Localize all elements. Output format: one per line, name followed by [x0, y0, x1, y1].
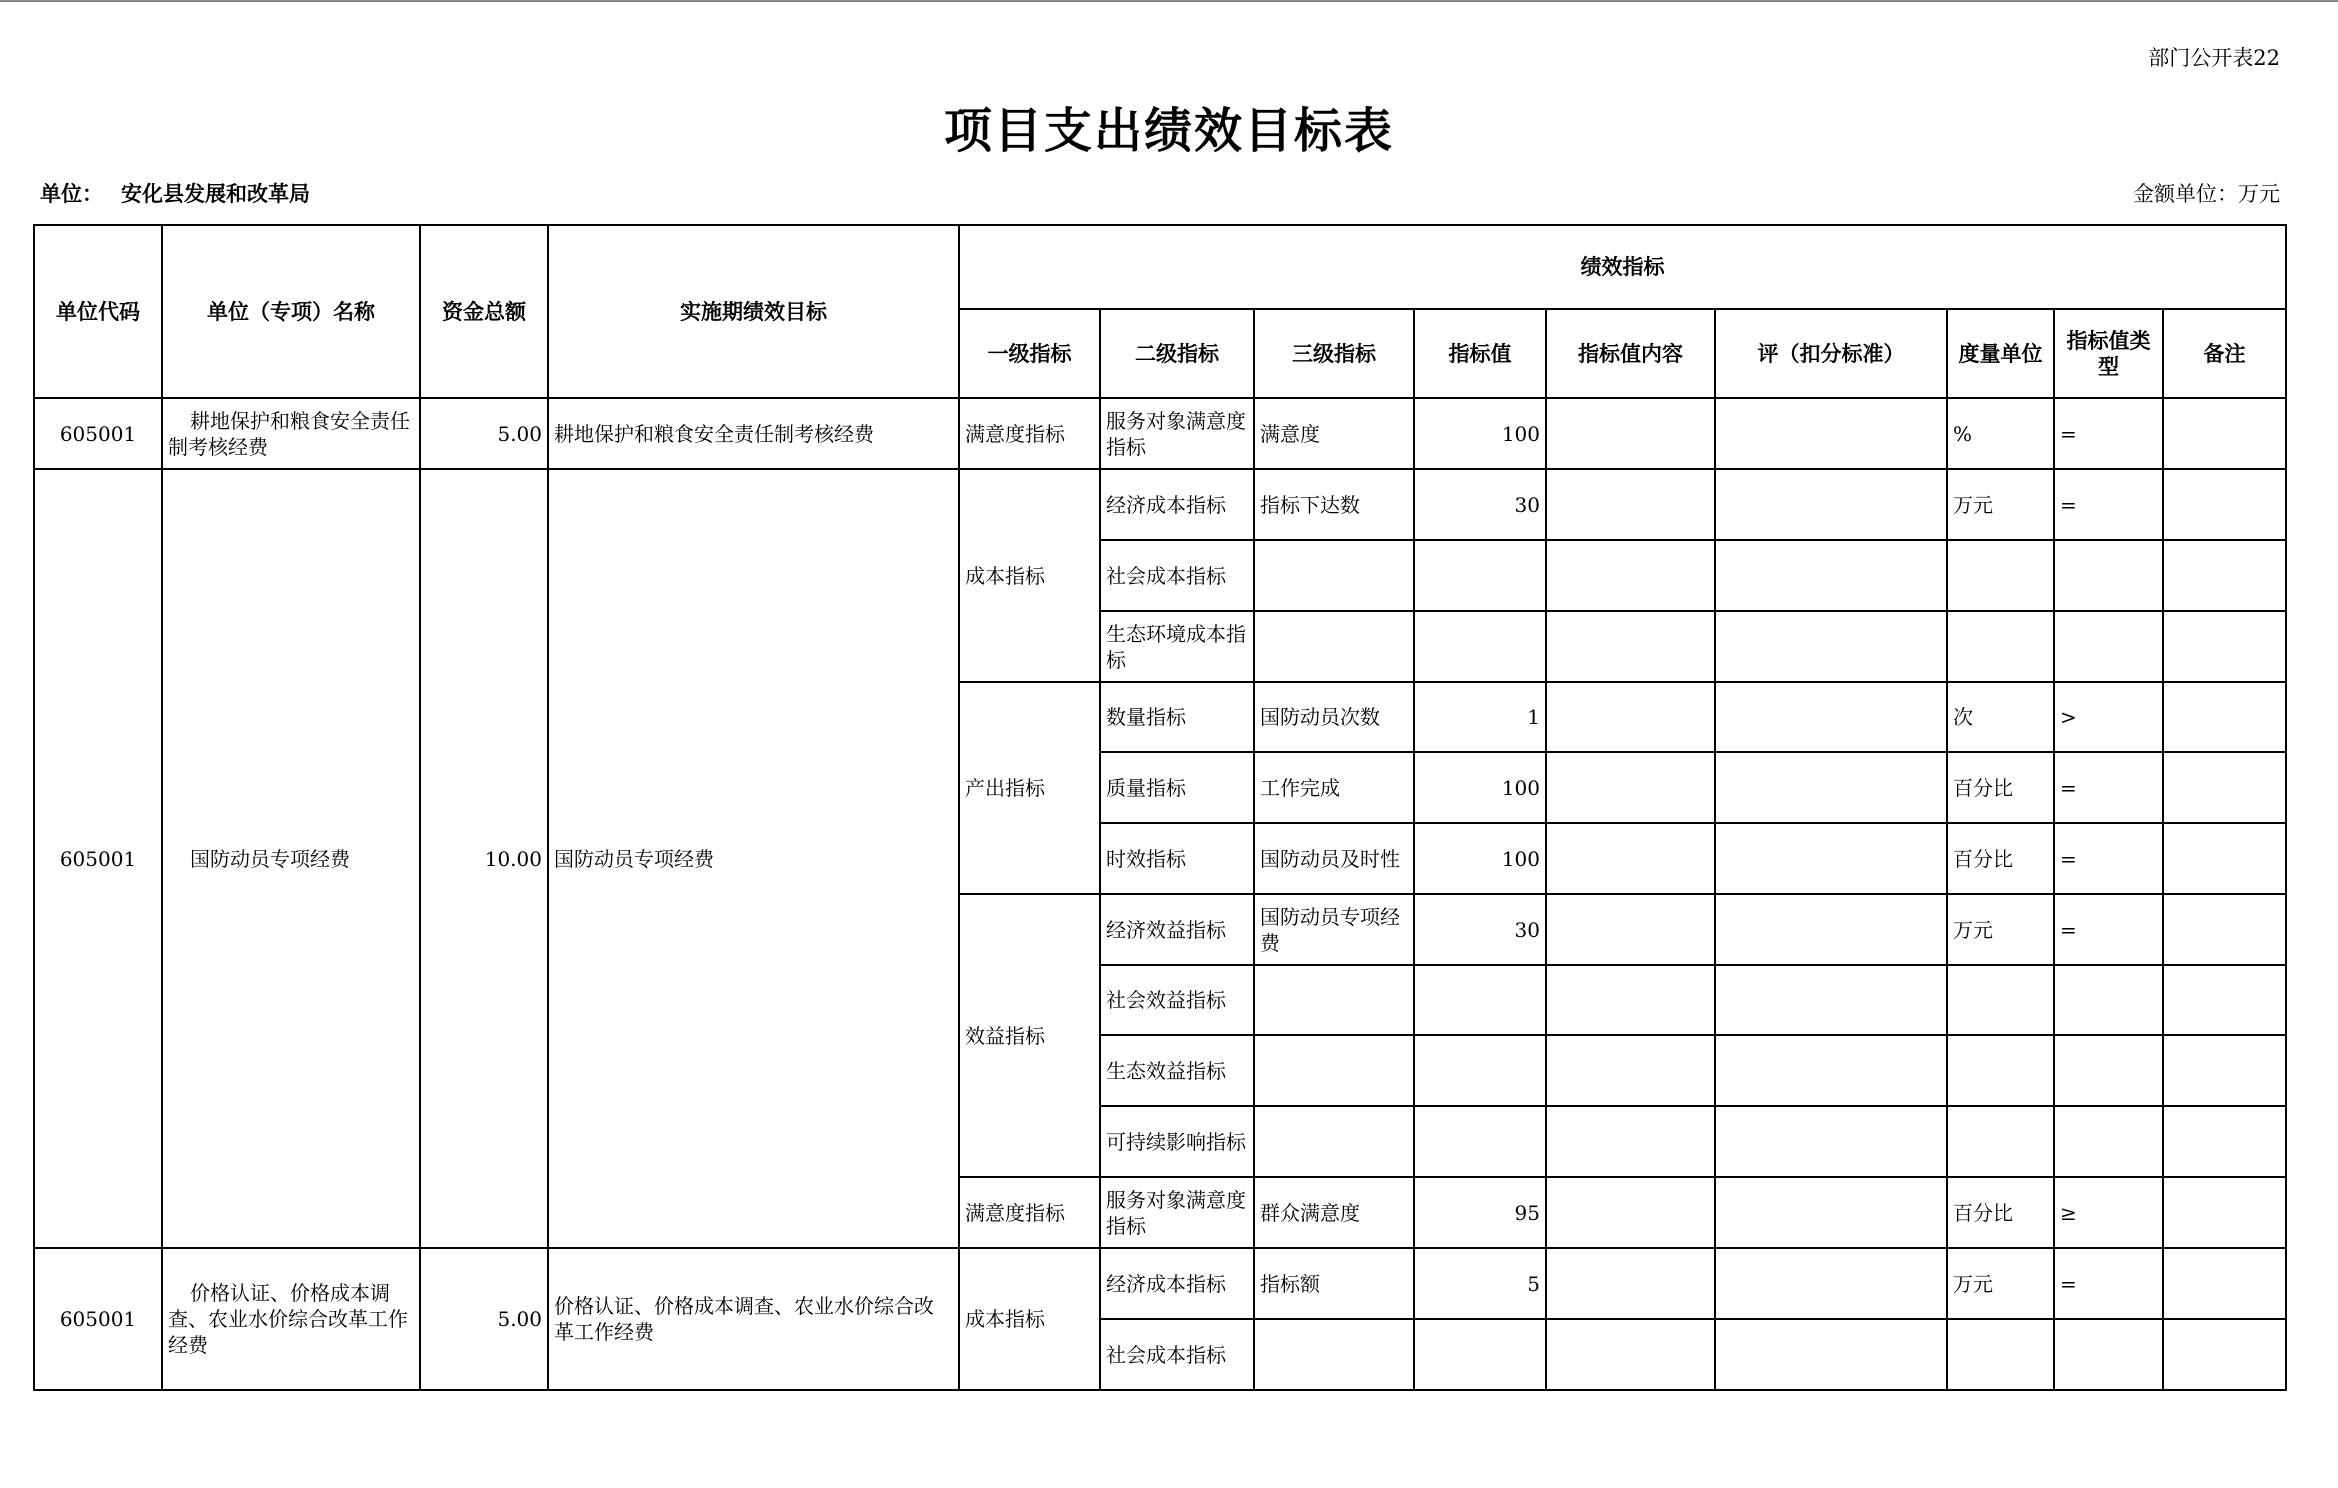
measure-cell	[1947, 611, 2054, 682]
score-cell	[1715, 1035, 1947, 1106]
type-cell: =	[2054, 398, 2163, 469]
level3-cell: 指标额	[1254, 1248, 1414, 1319]
measure-cell: 万元	[1947, 1248, 2054, 1319]
level2-cell: 质量指标	[1100, 752, 1254, 823]
level3-cell	[1254, 611, 1414, 682]
content-cell	[1546, 611, 1715, 682]
table-row	[34, 469, 2286, 540]
page-title: 项目支出绩效目标表	[943, 103, 1394, 159]
content-cell	[1546, 1319, 1715, 1390]
level2-cell: 服务对象满意度指标	[1100, 398, 1254, 469]
level1-cell: 满意度指标	[959, 398, 1100, 469]
content-cell	[1546, 469, 1715, 540]
level3-cell: 国防动员次数	[1254, 682, 1414, 752]
remark-cell	[2163, 1035, 2286, 1106]
level2-cell: 经济成本指标	[1100, 469, 1254, 540]
remark-cell	[2163, 469, 2286, 540]
remark-cell	[2163, 398, 2286, 469]
level3-cell	[1254, 1035, 1414, 1106]
level3-cell	[1254, 965, 1414, 1035]
score-cell	[1715, 1248, 1947, 1319]
content-cell	[1546, 894, 1715, 965]
header-fund: 资金总额	[420, 225, 548, 398]
level2-cell: 社会成本指标	[1100, 540, 1254, 611]
unit-code: 605001	[34, 469, 162, 1248]
content-cell	[1546, 752, 1715, 823]
measure-cell: 万元	[1947, 894, 2054, 965]
table-row	[34, 398, 2286, 469]
value-cell: 30	[1414, 469, 1546, 540]
value-cell	[1414, 1106, 1546, 1177]
level3-cell: 群众满意度	[1254, 1177, 1414, 1248]
header-score: 评（扣分标准）	[1715, 309, 1947, 398]
unit-code: 605001	[34, 1248, 162, 1390]
content-cell	[1546, 965, 1715, 1035]
level2-cell: 生态效益指标	[1100, 1035, 1254, 1106]
type-cell: >	[2054, 682, 2163, 752]
type-cell	[2054, 1319, 2163, 1390]
measure-cell	[1947, 1106, 2054, 1177]
content-cell	[1546, 1106, 1715, 1177]
project-name: 价格认证、价格成本调查、农业水价综合改革工作经费	[162, 1248, 420, 1390]
score-cell	[1715, 894, 1947, 965]
type-cell: =	[2054, 469, 2163, 540]
value-cell	[1414, 611, 1546, 682]
remark-cell	[2163, 682, 2286, 752]
header-level3: 三级指标	[1254, 309, 1414, 398]
value-cell: 5	[1414, 1248, 1546, 1319]
remark-cell	[2163, 540, 2286, 611]
level1-cell: 产出指标	[959, 682, 1100, 894]
header-value: 指标值	[1414, 309, 1546, 398]
level3-cell	[1254, 1319, 1414, 1390]
goal-text: 国防动员专项经费	[548, 469, 959, 1248]
header-measure: 度量单位	[1947, 309, 2054, 398]
goal-text: 价格认证、价格成本调查、农业水价综合改革工作经费	[548, 1248, 959, 1390]
remark-cell	[2163, 1177, 2286, 1248]
measure-cell: 百分比	[1947, 823, 2054, 894]
level2-cell: 生态环境成本指标	[1100, 611, 1254, 682]
measure-cell	[1947, 540, 2054, 611]
remark-cell	[2163, 1319, 2286, 1390]
header-remark: 备注	[2163, 309, 2286, 398]
value-cell: 100	[1414, 823, 1546, 894]
type-cell	[2054, 611, 2163, 682]
content-cell	[1546, 1248, 1715, 1319]
goal-text: 耕地保护和粮食安全责任制考核经费	[548, 398, 959, 469]
fund-total: 5.00	[420, 398, 548, 469]
measure-cell: 万元	[1947, 469, 2054, 540]
level1-cell: 效益指标	[959, 894, 1100, 1177]
unit-code: 605001	[34, 398, 162, 469]
score-cell	[1715, 469, 1947, 540]
content-cell	[1546, 398, 1715, 469]
score-cell	[1715, 682, 1947, 752]
type-cell: =	[2054, 894, 2163, 965]
value-cell: 95	[1414, 1177, 1546, 1248]
type-cell: =	[2054, 752, 2163, 823]
level3-cell	[1254, 540, 1414, 611]
header-content: 指标值内容	[1546, 309, 1715, 398]
score-cell	[1715, 823, 1947, 894]
level1-cell: 成本指标	[959, 469, 1100, 682]
type-cell	[2054, 1035, 2163, 1106]
level3-cell: 满意度	[1254, 398, 1414, 469]
content-cell	[1546, 682, 1715, 752]
remark-cell	[2163, 752, 2286, 823]
content-cell	[1546, 823, 1715, 894]
type-cell: =	[2054, 1248, 2163, 1319]
value-cell	[1414, 1035, 1546, 1106]
value-cell: 1	[1414, 682, 1546, 752]
value-cell: 30	[1414, 894, 1546, 965]
level2-cell: 社会成本指标	[1100, 1319, 1254, 1390]
header-goal: 实施期绩效目标	[548, 225, 959, 398]
remark-cell	[2163, 823, 2286, 894]
type-cell	[2054, 540, 2163, 611]
table-number: 部门公开表22	[2148, 46, 2280, 70]
type-cell: =	[2054, 823, 2163, 894]
score-cell	[1715, 752, 1947, 823]
type-cell	[2054, 1106, 2163, 1177]
remark-cell	[2163, 965, 2286, 1035]
level2-cell: 经济效益指标	[1100, 894, 1254, 965]
measure-cell	[1947, 1035, 2054, 1106]
content-cell	[1546, 1035, 1715, 1106]
unit-label: 单位：	[40, 182, 103, 206]
content-cell	[1546, 1177, 1715, 1248]
score-cell	[1715, 540, 1947, 611]
remark-cell	[2163, 894, 2286, 965]
measure-cell: 次	[1947, 682, 2054, 752]
level2-cell: 服务对象满意度指标	[1100, 1177, 1254, 1248]
score-cell	[1715, 398, 1947, 469]
level2-cell: 数量指标	[1100, 682, 1254, 752]
header-code: 单位代码	[34, 225, 162, 398]
measure-cell	[1947, 1319, 2054, 1390]
level3-cell: 国防动员专项经费	[1254, 894, 1414, 965]
measure-cell: %	[1947, 398, 2054, 469]
unit-name: 安化县发展和改革局	[121, 182, 310, 206]
level2-cell: 社会效益指标	[1100, 965, 1254, 1035]
level3-cell: 指标下达数	[1254, 469, 1414, 540]
project-name: 耕地保护和粮食安全责任制考核经费	[162, 398, 420, 469]
level2-cell: 经济成本指标	[1100, 1248, 1254, 1319]
level1-cell: 满意度指标	[959, 1177, 1100, 1248]
score-cell	[1715, 611, 1947, 682]
fund-total: 10.00	[420, 469, 548, 1248]
unit-line	[40, 178, 310, 208]
top-border-line	[0, 0, 2338, 2]
remark-cell	[2163, 1106, 2286, 1177]
score-cell	[1715, 1319, 1947, 1390]
value-cell	[1414, 965, 1546, 1035]
value-cell: 100	[1414, 398, 1546, 469]
header-level1: 一级指标	[959, 309, 1100, 398]
table-row	[34, 1248, 2286, 1319]
value-cell	[1414, 540, 1546, 611]
score-cell	[1715, 965, 1947, 1035]
measure-cell: 百分比	[1947, 752, 2054, 823]
level3-cell: 工作完成	[1254, 752, 1414, 823]
type-cell	[2054, 965, 2163, 1035]
remark-cell	[2163, 611, 2286, 682]
fund-total: 5.00	[420, 1248, 548, 1390]
measure-cell	[1947, 965, 2054, 1035]
measure-cell: 百分比	[1947, 1177, 2054, 1248]
header-perf: 绩效指标	[959, 225, 2286, 309]
value-cell	[1414, 1319, 1546, 1390]
score-cell	[1715, 1177, 1947, 1248]
project-name: 国防动员专项经费	[162, 469, 420, 1248]
level3-cell: 国防动员及时性	[1254, 823, 1414, 894]
level2-cell: 可持续影响指标	[1100, 1106, 1254, 1177]
remark-cell	[2163, 1248, 2286, 1319]
level2-cell: 时效指标	[1100, 823, 1254, 894]
level1-cell: 成本指标	[959, 1248, 1100, 1390]
score-cell	[1715, 1106, 1947, 1177]
type-cell: ≥	[2054, 1177, 2163, 1248]
content-cell	[1546, 540, 1715, 611]
header-level2: 二级指标	[1100, 309, 1254, 398]
performance-table	[33, 224, 2287, 1391]
level3-cell	[1254, 1106, 1414, 1177]
header-type: 指标值类型	[2054, 309, 2163, 398]
header-name: 单位（专项）名称	[162, 225, 420, 398]
money-unit: 金额单位：万元	[2133, 182, 2280, 206]
value-cell: 100	[1414, 752, 1546, 823]
